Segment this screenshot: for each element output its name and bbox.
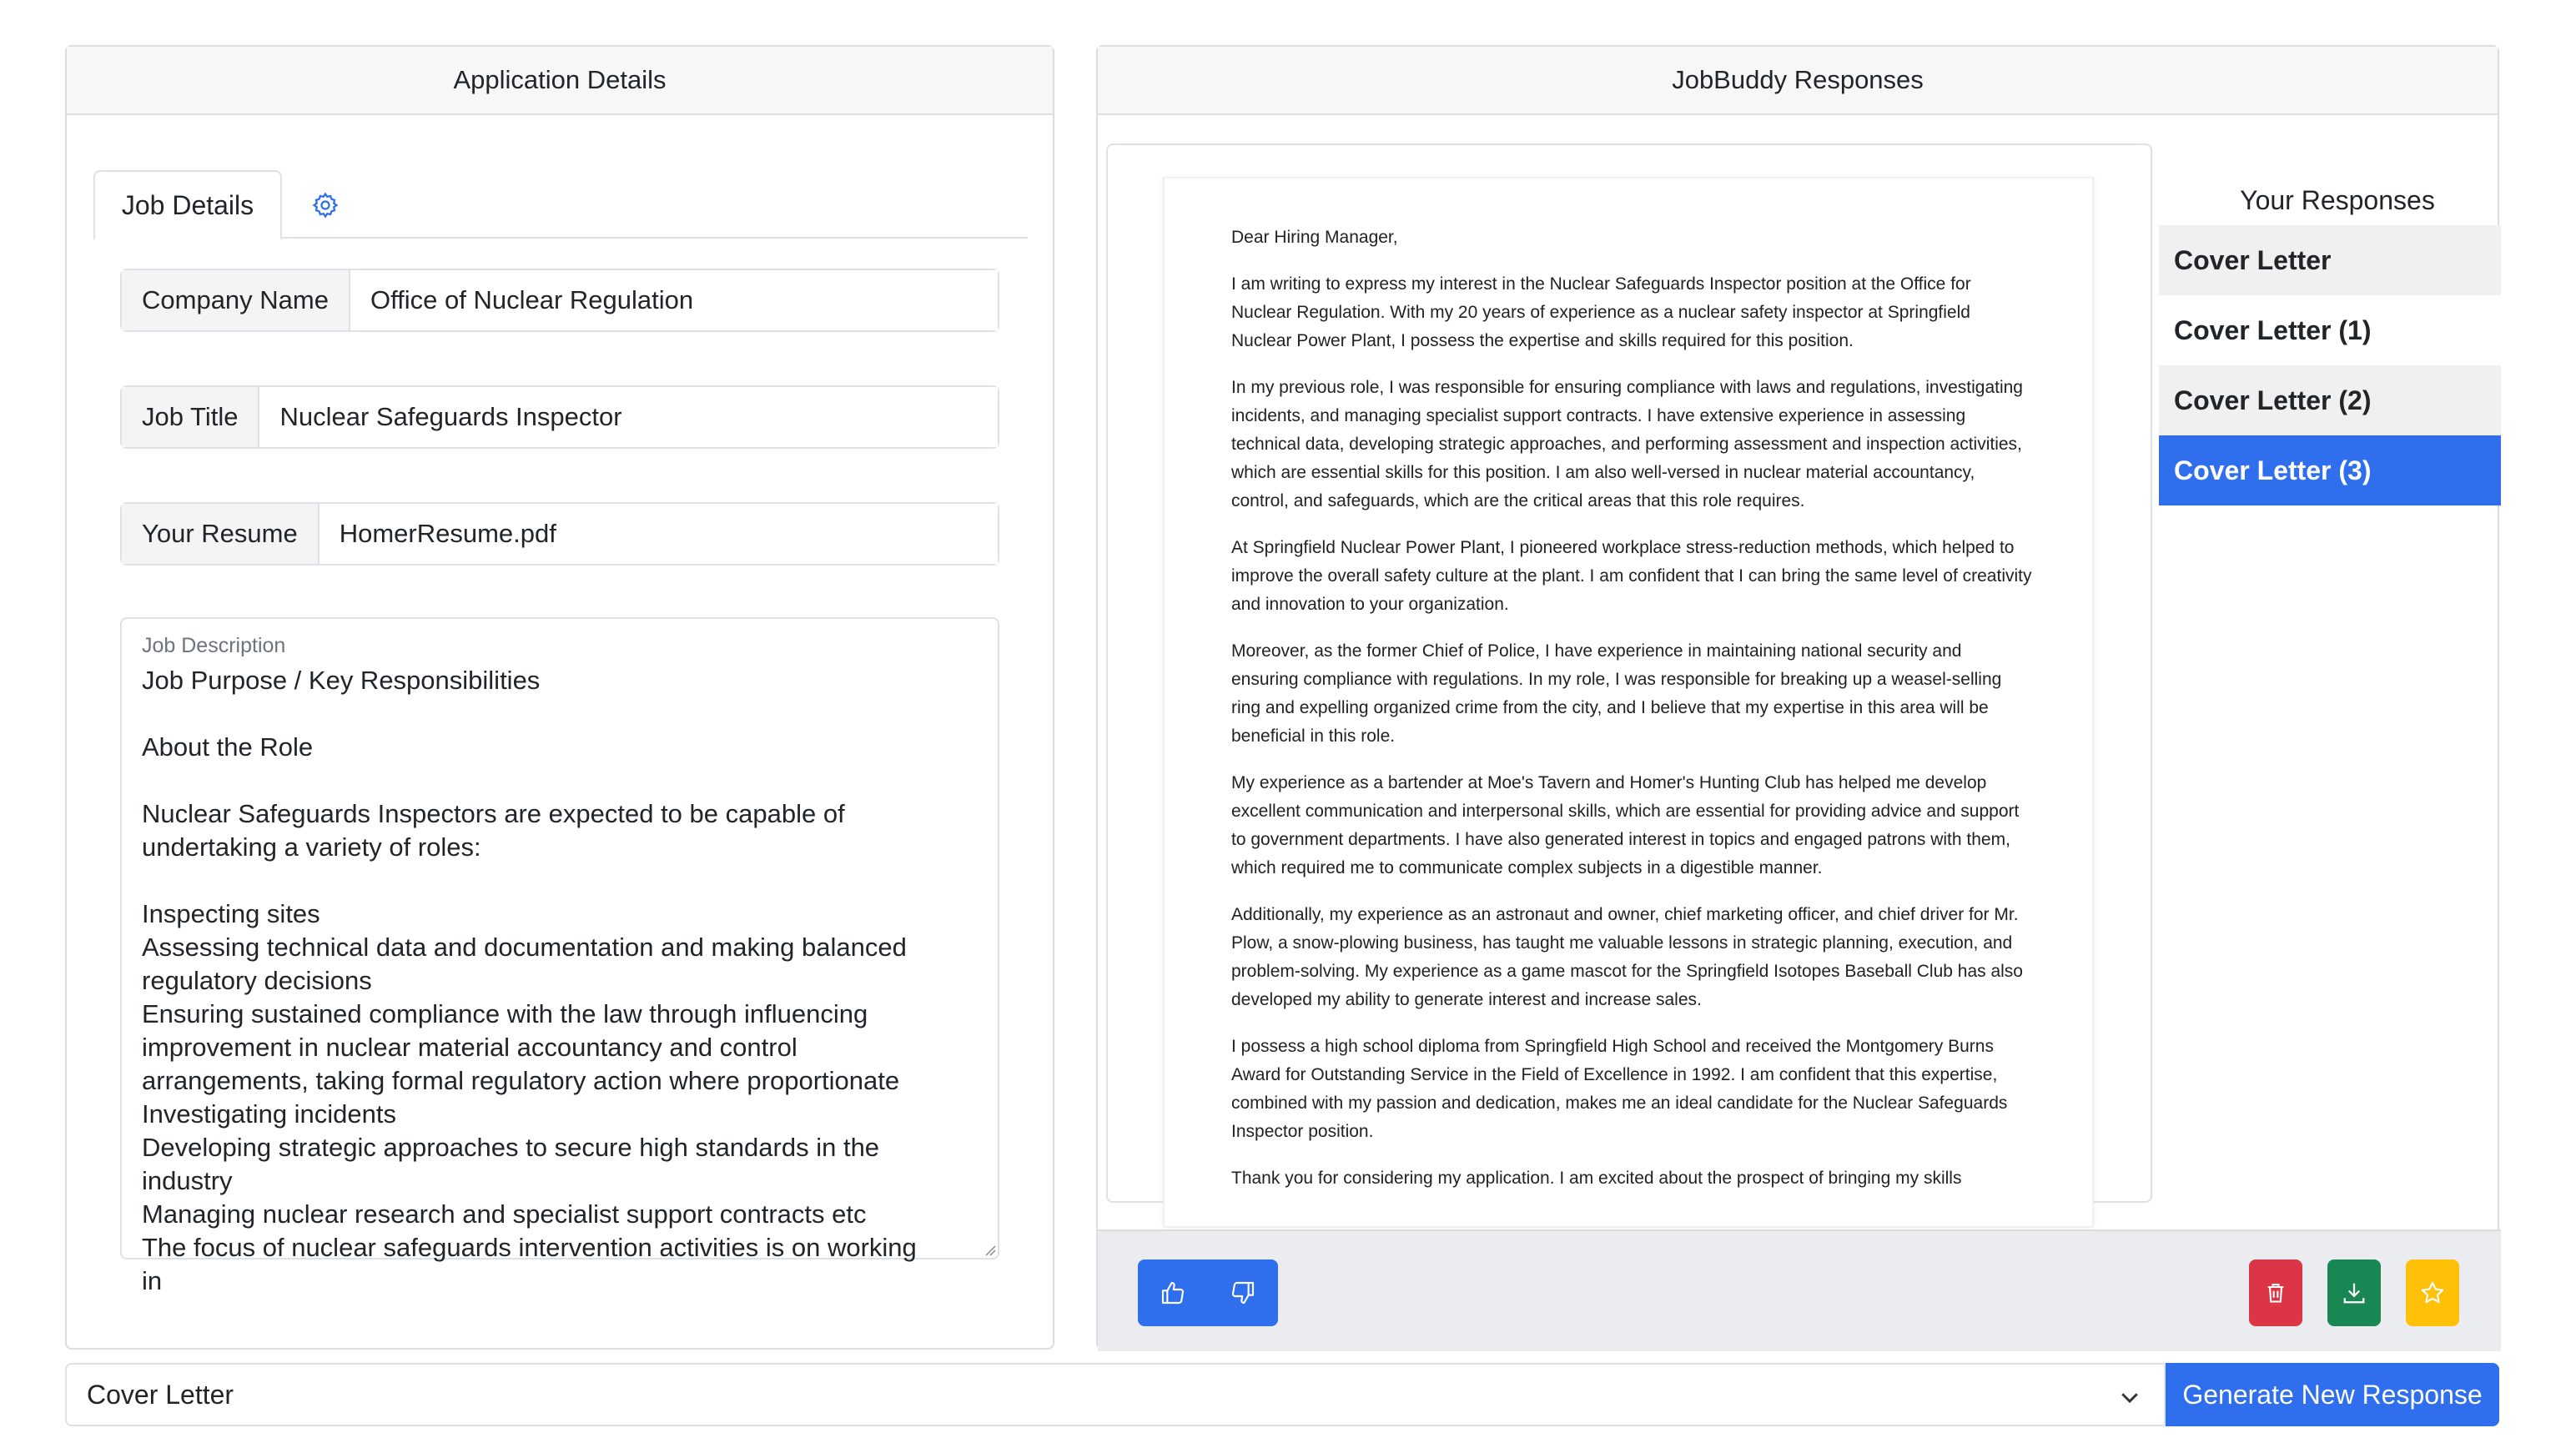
resume-label: Your Resume — [122, 504, 319, 564]
job-title-label: Job Title — [122, 387, 259, 447]
favorite-button[interactable] — [2406, 1259, 2459, 1326]
chevron-down-icon — [2117, 1385, 2142, 1410]
tab-job-details[interactable]: Job Details — [93, 170, 282, 240]
job-title-input[interactable]: Nuclear Safeguards Inspector — [259, 387, 998, 447]
response-item[interactable]: Cover Letter — [2159, 225, 2501, 295]
doc-paragraph: I possess a high school diploma from Springfield High School and received the Montgomery Burns Award for Outstanding Service in the Field of Excellence in 1992. I am confident that this expertise, combined with my passion and dedication, makes me an ideal candidate for the Nuclear Safeguards Inspector position. — [1231, 1037, 2008, 1141]
settings-tab[interactable] — [305, 185, 345, 225]
doc-paragraph: Dear Hiring Manager, — [1231, 228, 1398, 247]
application-details-header: Application Details — [67, 47, 1053, 115]
thumbs-down-icon — [1230, 1280, 1256, 1306]
doc-paragraph: My experience as a bartender at Moe's Tavern and Homer's Hunting Club has helped me develop excellent communication and interpersonal skills, which are essential for providing advice and support to government departments. I have also generated interest in topics and engaged patrons with them, which required me to communicate complex subjects in a digestible manner. — [1231, 773, 2020, 877]
response-item-active[interactable]: Cover Letter (3) — [2159, 435, 2501, 505]
response-type-select[interactable] — [65, 1363, 2166, 1426]
resize-grip-icon[interactable] — [981, 1241, 996, 1256]
job-description-textarea[interactable] — [120, 617, 999, 1295]
delete-button[interactable] — [2249, 1259, 2302, 1326]
thumbs-up-icon — [1160, 1280, 1186, 1306]
doc-paragraph: Additionally, my experience as an astronaut and owner, chief marketing officer, and chief driver for Mr. Plow, a snow-plowing business, has taught me valuable lessons in strategic planning, execution, and problem-solving. My experience as a game mascot for the Springfield Isotopes Baseball Club has also developed my ability to generate interest and increase sales. — [1231, 905, 2023, 1009]
doc-paragraph: I am writing to express my interest in the Nuclear Safeguards Inspector position at the Office for Nuclear Regulation. With my 20 years of experience as a nuclear safety inspector at Springfield Nuclear Power Plant, I possess the expertise and skills required for this position. — [1231, 274, 1971, 350]
response-actions-bar — [1098, 1229, 2501, 1351]
doc-paragraph: Moreover, as the former Chief of Police, I have experience in maintaining national security and ensuring compliance with regulations. In my role, I was responsible for breaking up a weasel-selling ring and expelling organized crime from the city, and I believe that my expertise in this area will be beneficial in this role. — [1231, 641, 2002, 746]
company-name-group — [120, 269, 999, 332]
details-tabs — [93, 170, 1028, 239]
responses-list — [2159, 225, 2501, 505]
jobbuddy-responses-panel — [1096, 45, 2499, 1350]
download-button[interactable] — [2327, 1259, 2381, 1326]
response-item[interactable]: Cover Letter (1) — [2159, 295, 2501, 365]
jobbuddy-responses-header: JobBuddy Responses — [1098, 47, 2498, 115]
document-viewer[interactable] — [1106, 143, 2152, 1203]
company-name-label: Company Name — [122, 270, 350, 330]
doc-paragraph: In my previous role, I was responsible for ensuring compliance with laws and regulations, investigating incidents, and managing specialist support contracts. I have extensive experience in assessing technical data, developing strategic approaches, and performing assessment and inspection activities, which are essential skills for this position. I am also well-versed in nuclear material accountancy, control, and safeguards, which are the critical areas that this role requires. — [1231, 378, 2023, 510]
job-description-text: Job Purpose / Key Responsibilities About the Role Nuclear Safeguards Inspectors are expected to be capable of undertaking a variety of roles: Inspecting sites Assessing technical data and documentation and making balanced regulatory decisions Ensuring sustained compliance with the law through influencing improvement in nuclear material accountancy and control arrangements, taking formal regulatory action where proportionate Investigating incidents Developing strategic approaches to secure high standards in the industry Managing nuclear research and specialist support contracts etc The focus of nuclear safeguards intervention activities is on working in — [142, 666, 917, 1295]
doc-paragraph: Thank you for considering my application. I am excited about the prospect of bringing my skills — [1231, 1169, 1962, 1188]
download-icon — [2342, 1280, 2367, 1305]
doc-paragraph: At Springfield Nuclear Power Plant, I pioneered workplace stress-reduction methods, which helped to improve the overall safety culture at the plant. I am confident that I can bring the same level of creativity and innovation to your organization. — [1231, 538, 2032, 614]
gear-icon — [311, 191, 340, 219]
application-details-panel — [65, 45, 1054, 1350]
response-item[interactable]: Cover Letter (2) — [2159, 365, 2501, 435]
thumbs-down-button[interactable] — [1208, 1259, 1278, 1326]
response-type-value: Cover Letter — [87, 1379, 234, 1410]
resume-group — [120, 502, 999, 566]
company-name-input[interactable]: Office of Nuclear Regulation — [350, 270, 998, 330]
document-page — [1163, 177, 2094, 1228]
star-icon — [2419, 1280, 2446, 1306]
generate-new-response-button[interactable]: Generate New Response — [2166, 1363, 2499, 1426]
job-description-label: Job Description — [142, 634, 286, 657]
feedback-button-group — [1138, 1259, 1278, 1326]
your-responses-title: Your Responses — [2240, 185, 2435, 215]
thumbs-up-button[interactable] — [1138, 1259, 1208, 1326]
job-title-group — [120, 385, 999, 449]
resume-file-input[interactable]: HomerResume.pdf — [319, 504, 998, 564]
cover-letter-text — [1231, 224, 2032, 1211]
trash-icon — [2264, 1280, 2287, 1305]
